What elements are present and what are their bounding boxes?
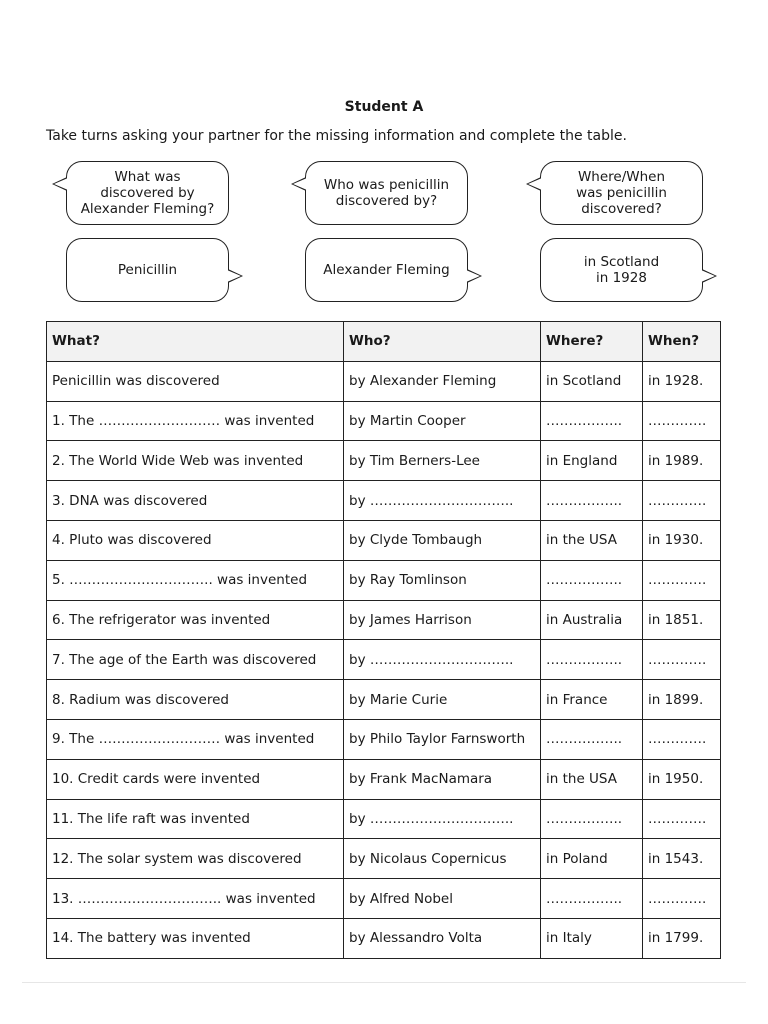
answer-bubble-who	[305, 238, 468, 302]
cell-where: in Poland	[541, 839, 643, 879]
cell-where: ……………..	[541, 640, 643, 680]
cell-when: ………….	[643, 640, 721, 680]
cell-when: in 1989.	[643, 441, 721, 481]
question-bubble-what	[66, 161, 229, 225]
answer-bubble-what	[66, 238, 229, 302]
cell-where: in the USA	[541, 520, 643, 560]
cell-when: ………….	[643, 481, 721, 521]
table-row	[47, 759, 721, 799]
cell-where: ……………..	[541, 481, 643, 521]
cell-what: 2. The World Wide Web was invented	[47, 441, 344, 481]
answer-bubble-where-when	[540, 238, 703, 302]
header-who: Who?	[344, 322, 541, 362]
footer-divider	[22, 982, 746, 983]
cell-where: in England	[541, 441, 643, 481]
question-what-text: What was discovered by Alexander Fleming?	[80, 169, 215, 217]
table-row	[47, 560, 721, 600]
cell-who: by Philo Taylor Farnsworth	[344, 719, 541, 759]
cell-who: by Ray Tomlinson	[344, 560, 541, 600]
cell-where: ……………..	[541, 879, 643, 919]
cell-who: by Alexander Fleming	[344, 361, 541, 401]
table-row	[47, 600, 721, 640]
cell-when: ………….	[643, 560, 721, 600]
table-row	[47, 719, 721, 759]
cell-what: 14. The battery was invented	[47, 918, 344, 958]
table-header-row	[47, 322, 721, 362]
cell-when: ………….	[643, 719, 721, 759]
page-title: Student A	[344, 99, 424, 115]
cell-where: ……………..	[541, 799, 643, 839]
cell-what: 10. Credit cards were invented	[47, 759, 344, 799]
cell-when: in 1543.	[643, 839, 721, 879]
table-row	[47, 839, 721, 879]
table-row	[47, 361, 721, 401]
cell-who: by Martin Cooper	[344, 401, 541, 441]
cell-when: in 1899.	[643, 680, 721, 720]
question-bubble-where-when	[540, 161, 703, 225]
discoveries-table	[46, 321, 721, 959]
cell-where: in Scotland	[541, 361, 643, 401]
cell-what: 12. The solar system was discovered	[47, 839, 344, 879]
table-row	[47, 640, 721, 680]
cell-what: 13. ………………………….. was invented	[47, 879, 344, 919]
cell-what: 9. The ……………………… was invented	[47, 719, 344, 759]
cell-where: in France	[541, 680, 643, 720]
cell-what: 4. Pluto was discovered	[47, 520, 344, 560]
cell-who: by …………………………..	[344, 799, 541, 839]
cell-where: in Australia	[541, 600, 643, 640]
cell-when: in 1928.	[643, 361, 721, 401]
question-bubble-who	[305, 161, 468, 225]
cell-where: ……………..	[541, 401, 643, 441]
cell-who: by Alfred Nobel	[344, 879, 541, 919]
header-what: What?	[47, 322, 344, 362]
table-row	[47, 879, 721, 919]
table-row	[47, 520, 721, 560]
cell-who: by Marie Curie	[344, 680, 541, 720]
cell-when: in 1930.	[643, 520, 721, 560]
cell-where: in Italy	[541, 918, 643, 958]
cell-when: in 1950.	[643, 759, 721, 799]
cell-who: by Nicolaus Copernicus	[344, 839, 541, 879]
answer-what-text: Penicillin	[117, 262, 178, 278]
cell-where: in the USA	[541, 759, 643, 799]
table-row	[47, 680, 721, 720]
cell-where: ……………..	[541, 560, 643, 600]
cell-who: by James Harrison	[344, 600, 541, 640]
cell-who: by …………………………..	[344, 481, 541, 521]
table-row	[47, 401, 721, 441]
cell-when: in 1799.	[643, 918, 721, 958]
cell-who: by Alessandro Volta	[344, 918, 541, 958]
cell-what: 8. Radium was discovered	[47, 680, 344, 720]
cell-what: 1. The ……………………… was invented	[47, 401, 344, 441]
cell-what: 11. The life raft was invented	[47, 799, 344, 839]
answer-who-text: Alexander Fleming	[323, 262, 450, 278]
cell-who: by Frank MacNamara	[344, 759, 541, 799]
cell-when: ………….	[643, 879, 721, 919]
cell-who: by Clyde Tombaugh	[344, 520, 541, 560]
cell-when: ………….	[643, 401, 721, 441]
instructions: Take turns asking your partner for the missing information and complete the table.	[46, 128, 627, 144]
answer-where-when-text: in Scotland in 1928	[583, 254, 660, 286]
table-row	[47, 918, 721, 958]
cell-when: in 1851.	[643, 600, 721, 640]
table-row	[47, 799, 721, 839]
table-row	[47, 481, 721, 521]
cell-when: ………….	[643, 799, 721, 839]
table-body	[47, 361, 721, 958]
cell-where: ……………..	[541, 719, 643, 759]
header-when: When?	[643, 322, 721, 362]
cell-who: by Tim Berners-Lee	[344, 441, 541, 481]
cell-what: 7. The age of the Earth was discovered	[47, 640, 344, 680]
question-where-when-text: Where/When was penicillin discovered?	[576, 169, 667, 217]
question-who-text: Who was penicillin discovered by?	[323, 177, 450, 209]
cell-what: 5. ………………………….. was invented	[47, 560, 344, 600]
cell-what: Penicillin was discovered	[47, 361, 344, 401]
header-where: Where?	[541, 322, 643, 362]
cell-what: 3. DNA was discovered	[47, 481, 344, 521]
cell-what: 6. The refrigerator was invented	[47, 600, 344, 640]
cell-who: by …………………………..	[344, 640, 541, 680]
table-row	[47, 441, 721, 481]
